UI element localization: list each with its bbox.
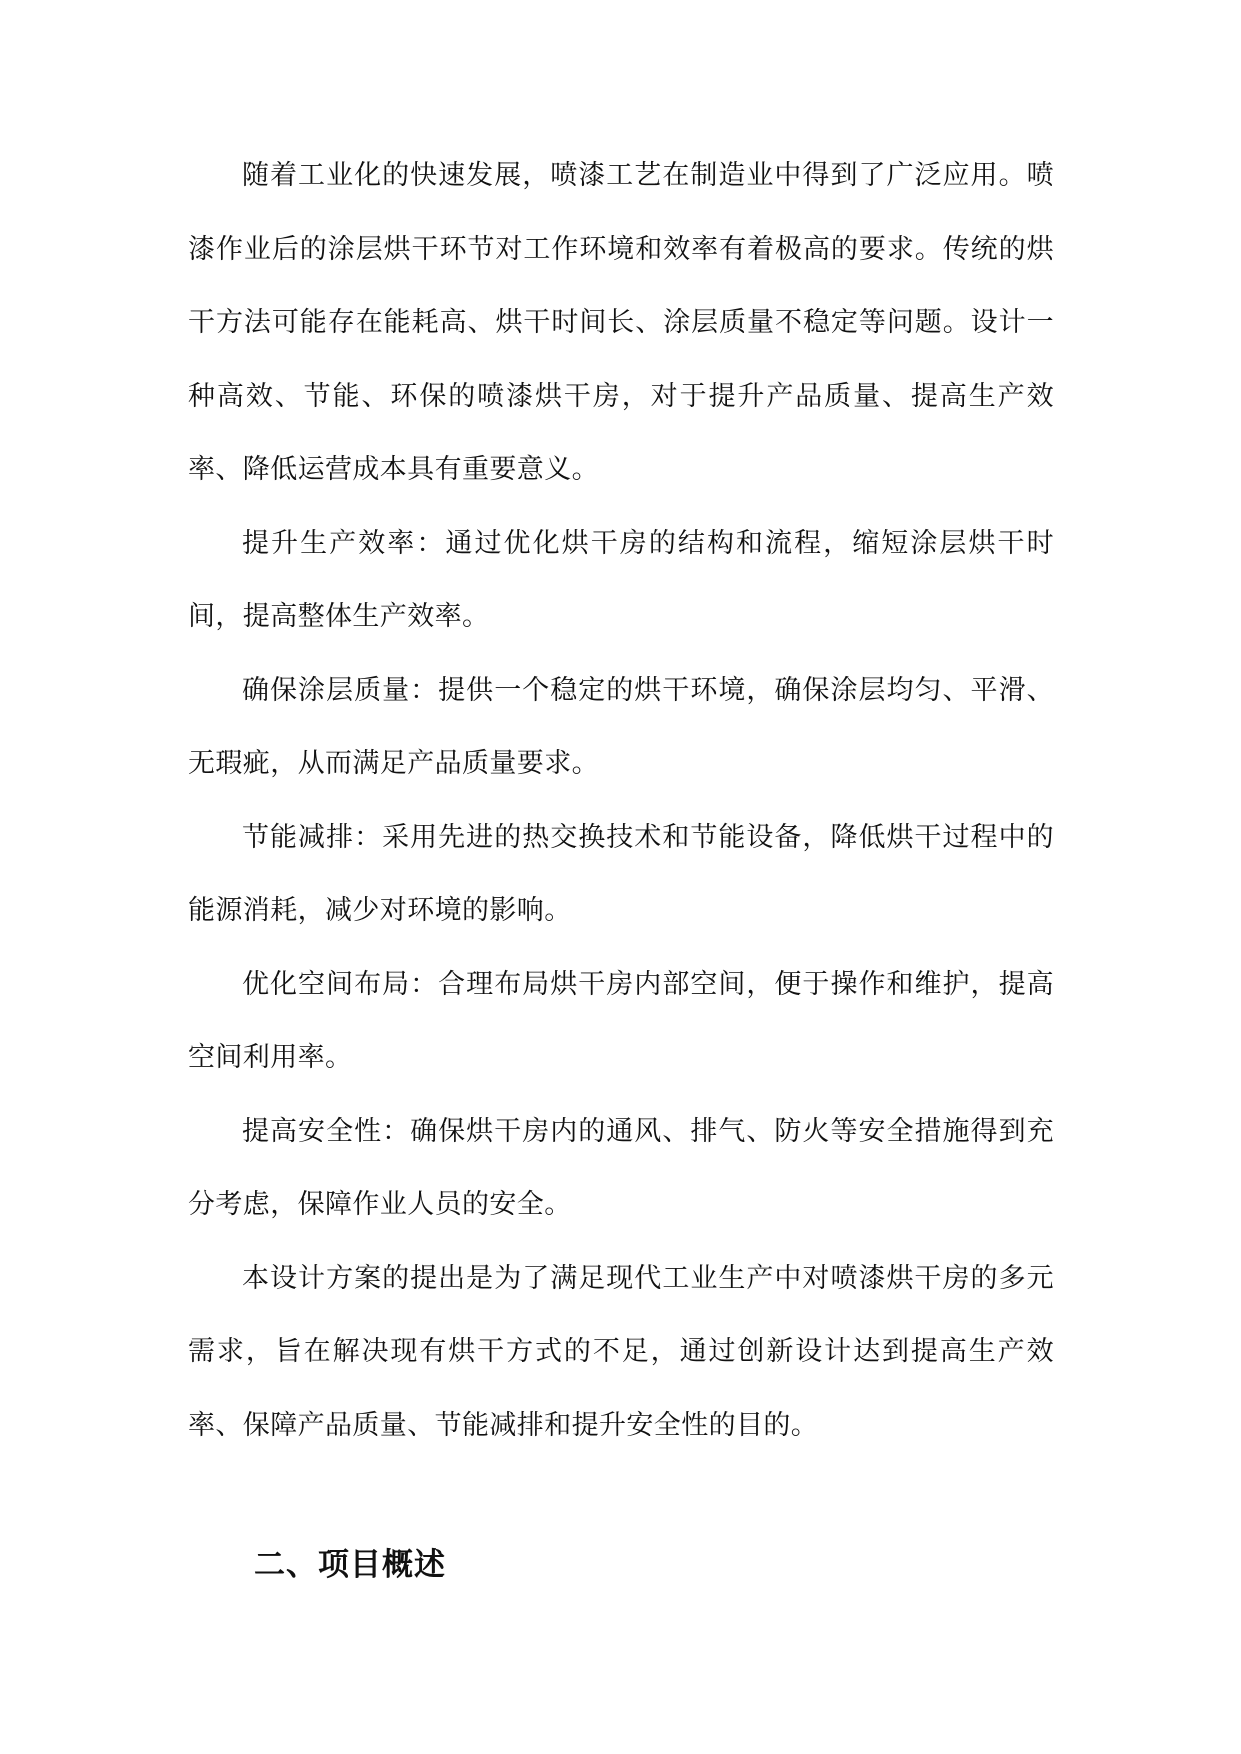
goal-quality-paragraph: 确保涂层质量：提供一个稳定的烘干环境，确保涂层均匀、平滑、无瑕疵，从而满足产品质量要求。 (188, 674, 1054, 779)
goal-energy-paragraph: 节能减排：采用先进的热交换技术和节能设备，降低烘干过程中的能源消耗，减少对环境的影响。 (188, 821, 1054, 926)
goal-efficiency-paragraph: 提升生产效率：通过优化烘干房的结构和流程，缩短涂层烘干时间，提高整体生产效率。 (188, 527, 1054, 632)
goal-layout-paragraph: 优化空间布局：合理布局烘干房内部空间，便于操作和维护，提高空间利用率。 (188, 968, 1054, 1073)
conclusion-paragraph: 本设计方案的提出是为了满足现代工业生产中对喷漆烘干房的多元需求，旨在解决现有烘干方式的不足，通过创新设计达到提高生产效率、保障产品质量、节能减排和提升安全性的目的。 (188, 1262, 1054, 1441)
goal-safety-paragraph: 提高安全性：确保烘干房内的通风、排气、防火等安全措施得到充分考虑，保障作业人员的安全。 (188, 1115, 1054, 1220)
body-text (188, 139, 1054, 1462)
section-heading: 二、项目概述 (254, 1547, 446, 1583)
intro-paragraph: 随着工业化的快速发展，喷漆工艺在制造业中得到了广泛应用。喷漆作业后的涂层烘干环节对工作环境和效率有着极高的要求。传统的烘干方法可能存在能耗高、烘干时间长、涂层质量不稳定等问题。设计一种高效、节能、环保的喷漆烘干房，对于提升产品质量、提高生产效率、降低运营成本具有重要意义。 (188, 160, 1054, 485)
